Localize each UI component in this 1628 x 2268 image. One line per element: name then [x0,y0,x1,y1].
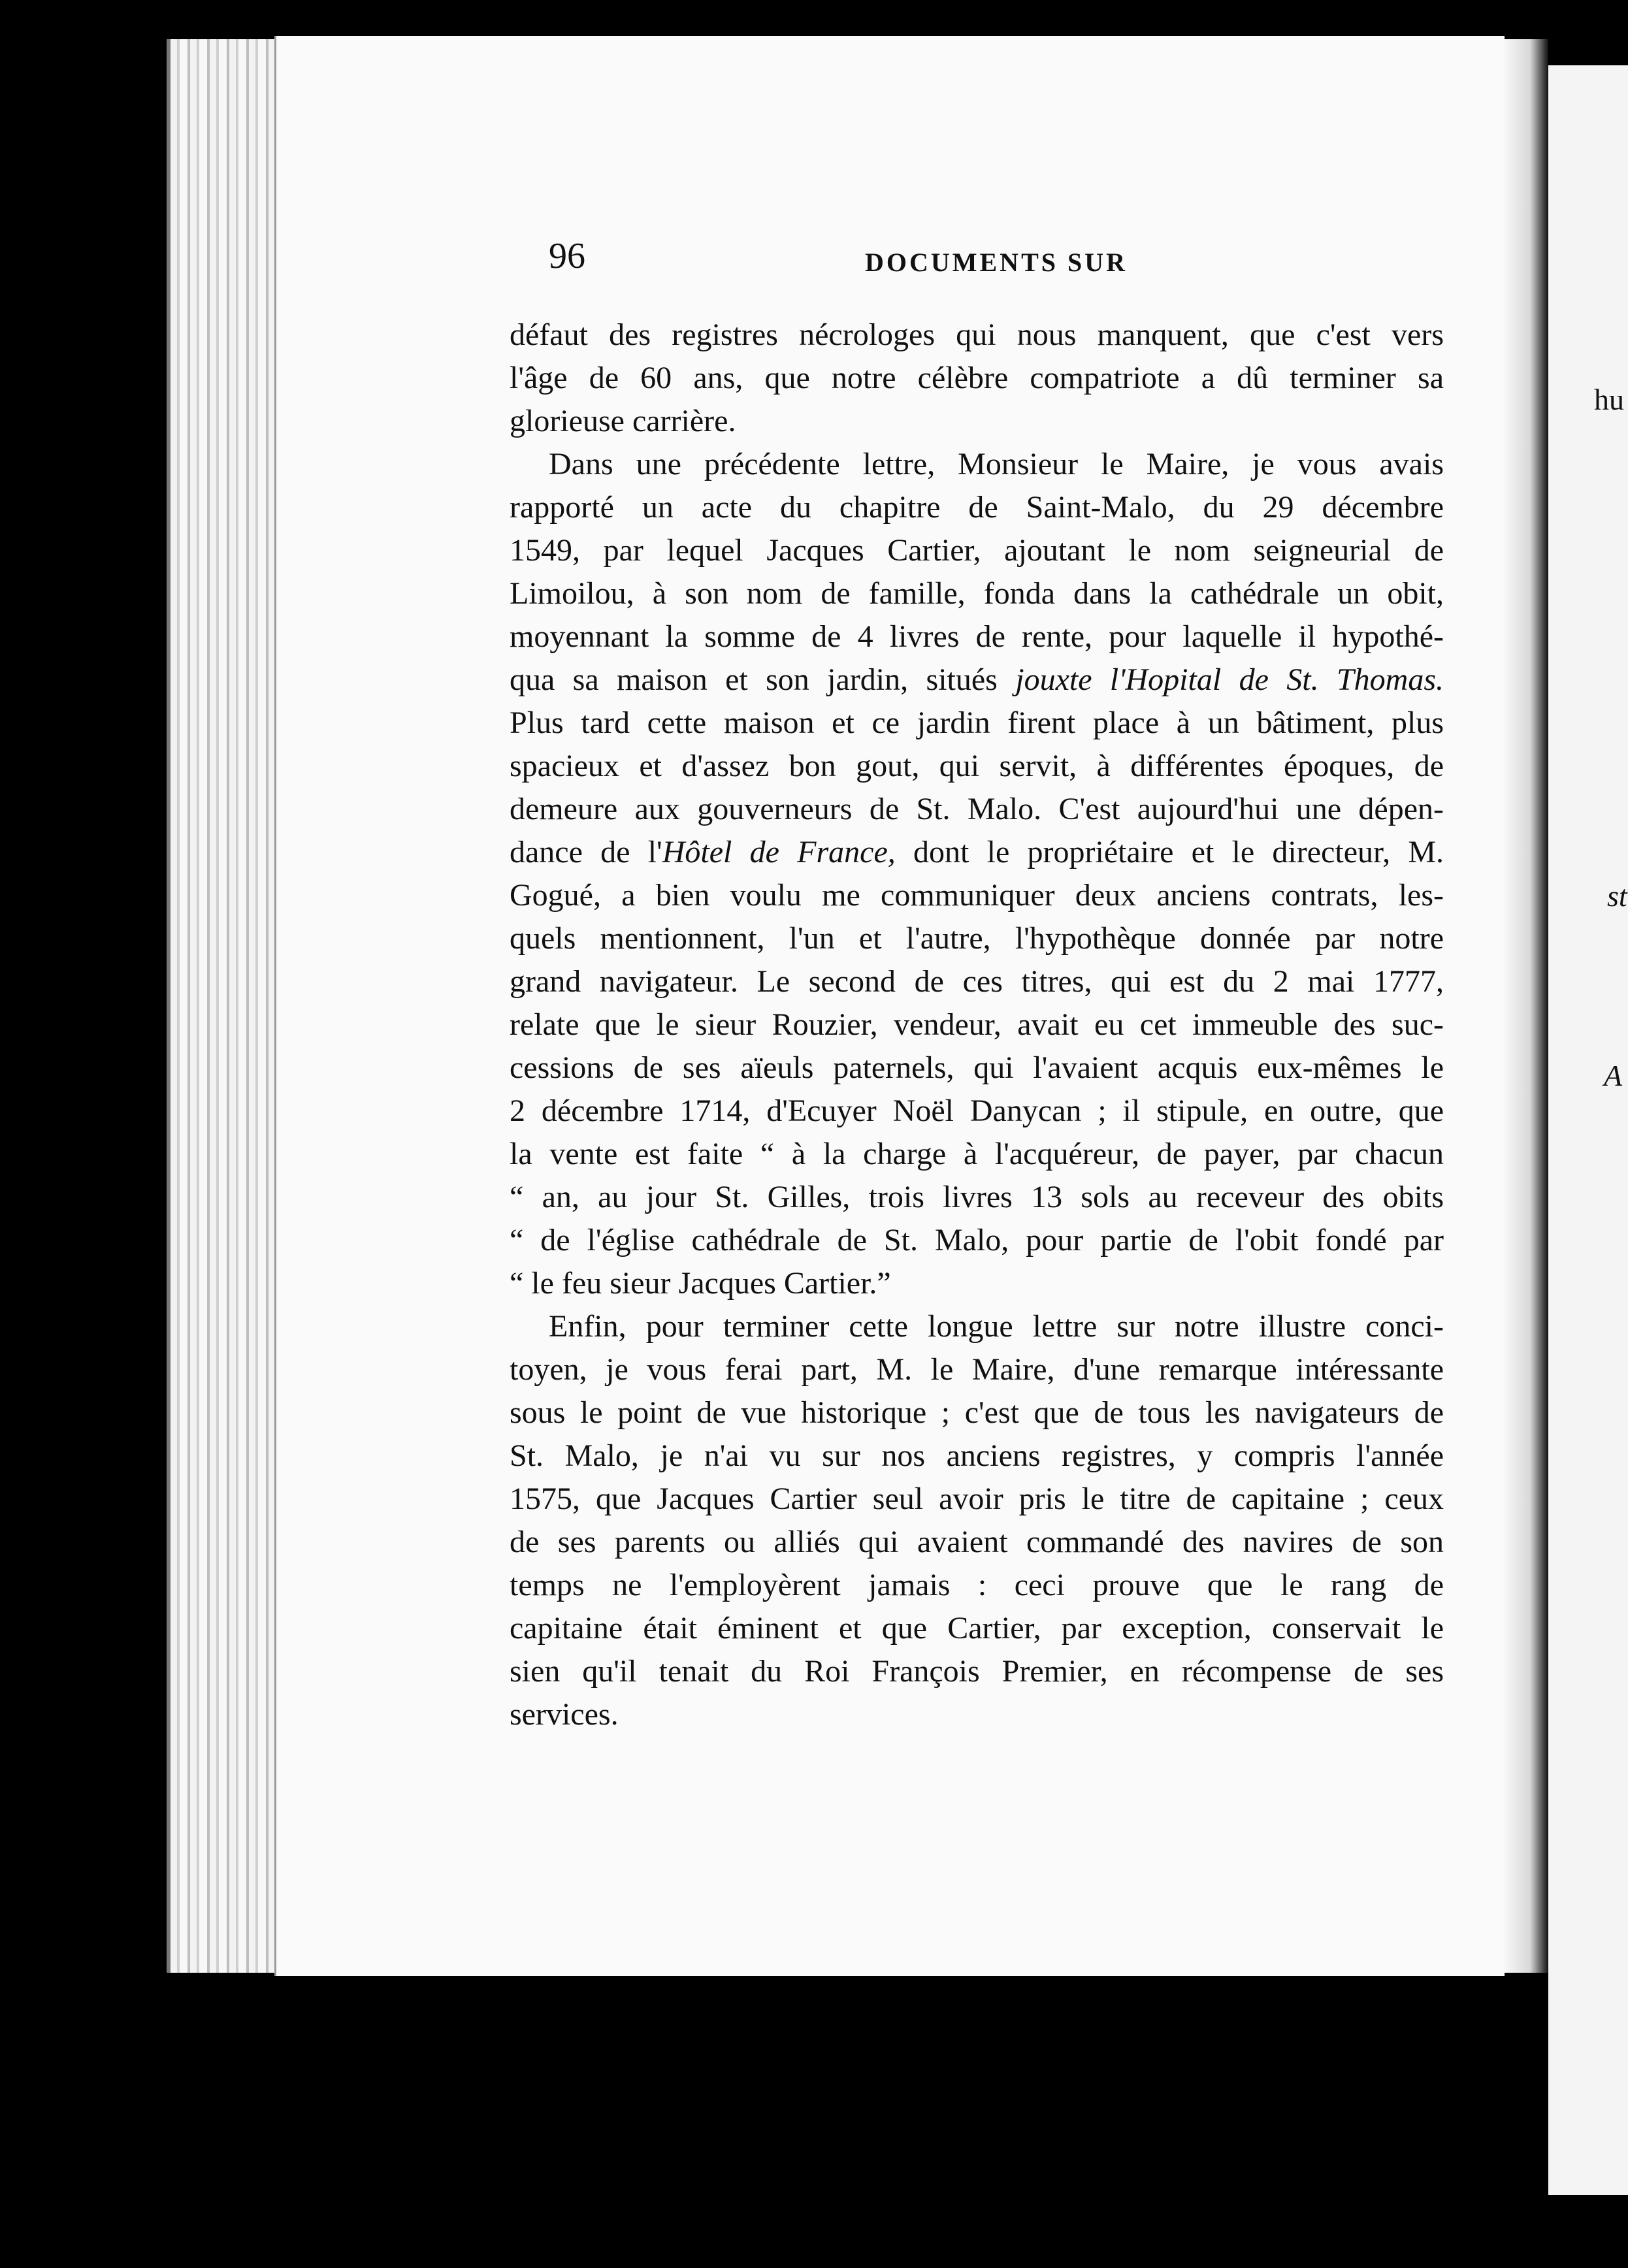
text-segment: dont le propriétaire et le directeur, M. [895,835,1444,869]
text-line: 2 décembre 1714, d'Ecuyer Noël Danycan ; il stipule, en outre, que [510,1094,1444,1128]
running-title: DOCUMENTS SUR [864,248,1128,277]
text-line: toyen, je vous ferai part, M. le Maire, d'une remarque intéressante [510,1352,1444,1387]
text-line: temps ne l'employèrent jamais : ceci prouve que le rang de [510,1568,1444,1602]
text-line: Gogué, a bien voulu me communiquer deux anciens contrats, les- [510,878,1444,913]
page-header [549,235,1444,294]
text-line: grand navigateur. Le second de ces titres, qui est du 2 mai 1777, [510,964,1444,999]
text-line: cessions de ses aïeuls paternels, qui l'avaient acquis eux-mêmes le [510,1050,1444,1085]
text-line: l'âge de 60 ans, que notre célèbre compatriote a dû terminer sa [510,361,1444,395]
text-segment: dance de l' [510,835,662,869]
text-line: quels mentionnent, l'un et l'autre, l'hypothèque donnée par notre [510,921,1444,956]
text-line: spacieux et d'assez bon gout, qui servit, à différentes époques, de [510,749,1444,783]
page-number: 96 [549,236,585,276]
paragraph-2 [510,443,1444,1305]
text-line: “ an, au jour St. Gilles, trois livres 13 sols au receveur des obits [510,1180,1444,1214]
text-line: “ de l'église cathédrale de St. Malo, pour partie de l'obit fondé par [510,1223,1444,1257]
body-text [510,314,1444,1736]
text-line-with-italic [510,831,1444,874]
italic-hotel-name: Hôtel de France, [662,835,896,869]
text-line: 1549, par lequel Jacques Cartier, ajoutant le nom seigneurial de [510,533,1444,568]
text-line: rapporté un acte du chapitre de Saint-Malo, du 29 décembre [510,490,1444,525]
text-line: de ses parents ou alliés qui avaient commandé des navires de son [510,1525,1444,1559]
text-line: sien qu'il tenait du Roi François Premier, en récompense de ses [510,1654,1444,1689]
text-line: capitaine était éminent et que Cartier, par exception, conservait le [510,1611,1444,1645]
text-line: Dans une précédente lettre, Monsieur le Maire, je vous avais [549,447,1444,481]
binding-shadow [1503,39,1548,1973]
text-line: sous le point de vue historique ; c'est que de tous les navigateurs de [510,1395,1444,1430]
text-line: défaut des registres nécrologes qui nous manquent, que c'est vers [510,317,1444,352]
text-line: services. [510,1697,619,1732]
text-line: demeure aux gouverneurs de St. Malo. C'est aujourd'hui une dépen- [510,792,1444,826]
text-line: la vente est faite “ à la charge à l'acquéreur, de payer, par chacun [510,1137,1444,1171]
text-line: Plus tard cette maison et ce jardin firent place à un bâtiment, plus [510,705,1444,740]
facing-page-fragment: st [1607,879,1627,913]
text-line: “ le feu sieur Jacques Cartier.” [510,1266,891,1301]
text-segment: qua sa maison et son jardin, situés [510,662,998,697]
text-line: moyennant la somme de 4 livres de rente, pour laquelle il hypothé- [510,619,1444,654]
text-line: 1575, que Jacques Cartier seul avoir pris le titre de capitaine ; ceux [510,1482,1444,1516]
text-line: relate que le sieur Rouzier, vendeur, avait eu cet immeuble des suc- [510,1007,1444,1042]
text-line: glorieuse carrière. [510,404,736,438]
italic-place-name: jouxte l'Hopital de St. Thomas. [1015,662,1444,697]
facing-page-fragment: A [1604,1059,1623,1092]
paragraph-3 [510,1305,1444,1736]
paragraph-1 [510,314,1444,443]
text-line: St. Malo, je n'ai vu sur nos anciens registres, y compris l'année [510,1438,1444,1473]
text-line: Enfin, pour terminer cette longue lettre sur notre illustre conci- [549,1309,1444,1344]
text-line: Limoilou, à son nom de famille, fonda dans la cathédrale un obit, [510,576,1444,611]
text-line-with-italic [510,658,1444,702]
facing-page-fragment: hu [1594,383,1624,416]
